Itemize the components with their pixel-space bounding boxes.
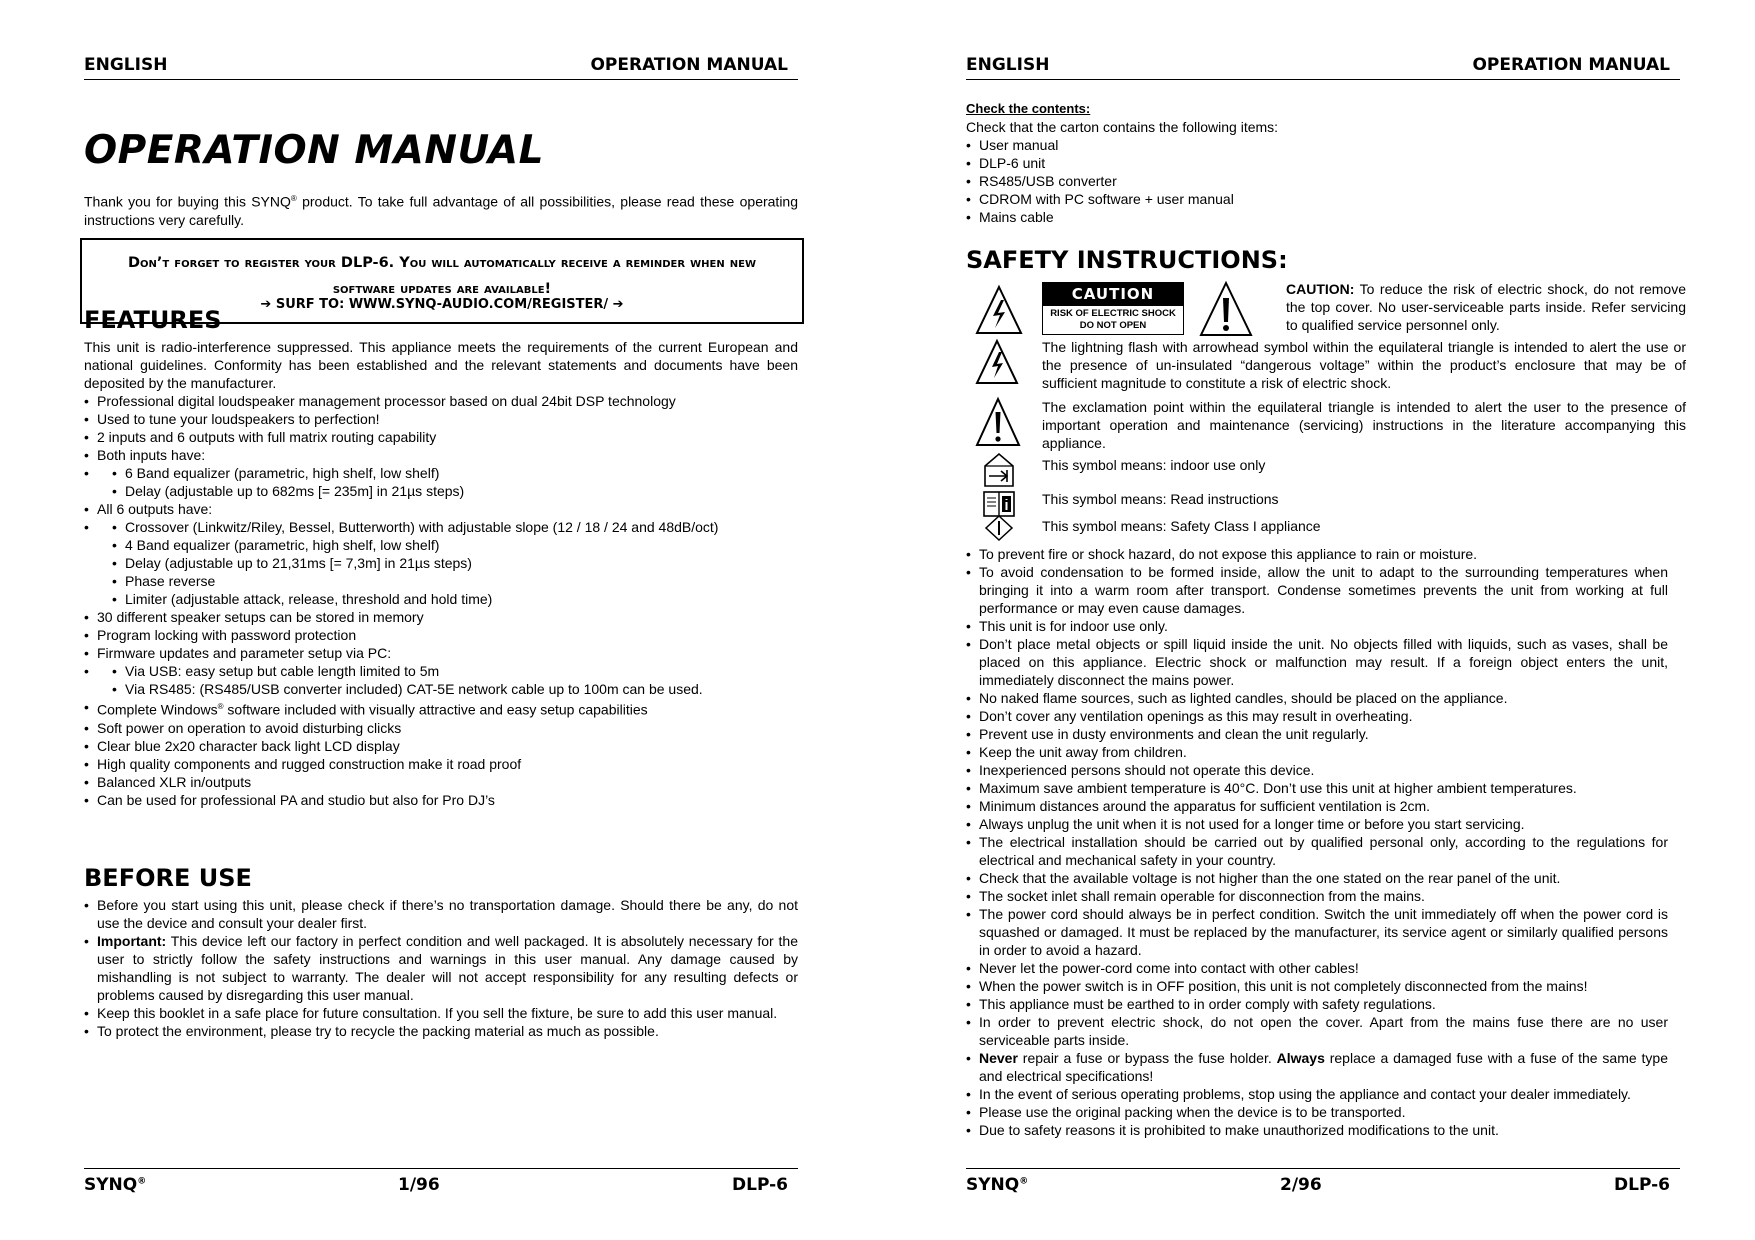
list-item: • DLP-6 unit bbox=[966, 154, 1680, 172]
list-item: • Due to safety reasons it is prohibited to make unauthorized modifications to the unit. bbox=[966, 1121, 1668, 1139]
important-label: Important: bbox=[97, 933, 167, 949]
list-item: • Don’t cover any ventilation openings as this may result in overheating. bbox=[966, 707, 1668, 725]
list-item: • Inexperienced persons should not operate this device. bbox=[966, 761, 1668, 779]
list-item: • Via RS485: (RS485/USB converter included) CAT-5E network cable up to 100m can be used. bbox=[112, 680, 798, 698]
list-item: • Clear blue 2x20 character back light LCD display bbox=[84, 737, 798, 755]
never-label: Never bbox=[979, 1050, 1018, 1066]
list-item: • Used to tune your loudspeakers to perfection! bbox=[84, 410, 798, 428]
list-item: • To protect the environment, please try to recycle the packing material as much as possible. bbox=[84, 1022, 798, 1040]
page-number: 2/96 bbox=[1280, 1175, 1322, 1195]
list-item: • Delay (adjustable up to 682ms [= 235m] in 21µs steps) bbox=[112, 482, 798, 500]
list-item: • In order to prevent electric shock, do not open the cover. Apart from the mains fuse there are no user serviceable parts inside. bbox=[966, 1013, 1668, 1049]
list-item: • The socket inlet shall remain operable for disconnection from the mains. bbox=[966, 887, 1668, 905]
header-language: ENGLISH bbox=[84, 55, 168, 75]
caution-badge-line: RISK OF ELECTRIC SHOCK bbox=[1050, 308, 1176, 319]
important-text: This device left our factory in perfect condition and well packaged. It is absolutely necessary for the user to strictly follow the safety instructions and warnings in this user manual. Any damage caused by mishandling is not subject to warranty. The dealer will not accept responsibility for any resulting defects or problems caused by disregarding this user manual. bbox=[97, 933, 798, 1003]
registered-mark: ® bbox=[137, 1176, 147, 1187]
list-item: • Soft power on operation to avoid disturbing clicks bbox=[84, 719, 798, 737]
features-heading: FEATURES bbox=[84, 306, 222, 334]
list-item: • Professional digital loudspeaker management processor based on dual 24bit DSP technology bbox=[84, 392, 798, 410]
list-item: • Phase reverse bbox=[112, 572, 798, 590]
list-item: • This unit is for indoor use only. bbox=[966, 617, 1668, 635]
list-item: • The electrical installation should be carried out by qualified personal only, according to the regulations for electrical and mechanical safety in your country. bbox=[966, 833, 1668, 869]
list-item bbox=[84, 698, 798, 719]
list-item: • Delay (adjustable up to 21,31ms [= 7,3m] in 21µs steps) bbox=[112, 554, 798, 572]
list-item-group bbox=[84, 464, 798, 500]
list-item: • Keep this booklet in a safe place for future consultation. If you sell the fixture, be sure to add this user manual. bbox=[84, 1004, 798, 1022]
list-item: • Can be used for professional PA and studio but also for Pro DJ’s bbox=[84, 791, 798, 809]
list-item: • No naked flame sources, such as lighted candles, should be placed on the appliance. bbox=[966, 689, 1668, 707]
list-item: • Program locking with password protection bbox=[84, 626, 798, 644]
list-item: • 4 Band equalizer (parametric, high shelf, low shelf) bbox=[112, 536, 798, 554]
read-instructions-description: This symbol means: Read instructions bbox=[1042, 491, 1279, 507]
list-item: • CDROM with PC software + user manual bbox=[966, 190, 1680, 208]
check-contents-section bbox=[966, 100, 1680, 226]
features-section bbox=[84, 338, 798, 809]
caution-badge-line: DO NOT OPEN bbox=[1079, 320, 1147, 331]
before-use-list bbox=[84, 896, 798, 1040]
intro-text-end: product. To take full advantage of all possibilities, please read these operating instructions very carefully. bbox=[84, 193, 798, 228]
fuse-text-end: replace a damaged fuse with a fuse of the same type and electrical specifications! bbox=[979, 1050, 1669, 1084]
brand-name: SYNQ bbox=[84, 1175, 138, 1195]
safety-list bbox=[966, 545, 1668, 1139]
windows-text-start: Complete Windows bbox=[97, 701, 218, 718]
list-item: • Limiter (adjustable attack, release, threshold and hold time) bbox=[112, 590, 798, 608]
list-item: • To avoid condensation to be formed inside, allow the unit to adapt to the surrounding temperatures when bringing it into a warm room after transport. Condense sometimes prevents the unit from working at full performance or may even cause damages. bbox=[966, 563, 1668, 617]
list-item: • Firmware updates and parameter setup via PC: bbox=[84, 644, 798, 662]
footer-brand bbox=[966, 1175, 1028, 1195]
registered-mark: ® bbox=[1019, 1176, 1029, 1187]
safety-class-icon bbox=[984, 514, 1014, 542]
list-item: • Never let the power-cord come into contact with other cables! bbox=[966, 959, 1668, 977]
header-title: OPERATION MANUAL bbox=[590, 55, 788, 75]
footer-brand bbox=[84, 1175, 146, 1195]
list-item: • Prevent use in dusty environments and clean the unit regularly. bbox=[966, 725, 1668, 743]
list-item: • • 6 Band equalizer (parametric, high shelf, low shelf) bbox=[112, 464, 798, 482]
caution-badge-subtitle bbox=[1042, 306, 1184, 335]
caution-paragraph bbox=[1286, 280, 1686, 334]
intro-text-start: Thank you for buying this SYNQ bbox=[84, 193, 291, 210]
list-item: • When the power switch is in OFF position, this unit is not completely disconnected from the mains! bbox=[966, 977, 1668, 995]
footer-model: DLP-6 bbox=[732, 1175, 788, 1195]
list-item-group bbox=[84, 662, 798, 698]
list-item: • Mains cable bbox=[966, 208, 1680, 226]
list-item: • In the event of serious operating problems, stop using the appliance and contact your dealer immediately. bbox=[966, 1085, 1668, 1103]
registered-mark: ® bbox=[217, 702, 224, 711]
page-title: OPERATION MANUAL bbox=[84, 128, 544, 173]
register-message: Don’t forget to register your DLP-6. You will automatically receive a reminder when new software updates are available! bbox=[128, 255, 756, 297]
list-item: • Maximum save ambient temperature is 40°C. Don’t use this unit at higher ambient temperatures. bbox=[966, 779, 1668, 797]
header-language: ENGLISH bbox=[966, 55, 1050, 75]
outputs-sublist bbox=[112, 518, 798, 608]
list-item: • To prevent fire or shock hazard, do not expose this appliance to rain or moisture. bbox=[966, 545, 1668, 563]
page-header bbox=[84, 55, 798, 80]
caution-text: To reduce the risk of electric shock, do not remove the top cover. No user-serviceable parts inside. Refer servicing to qualified service personnel only. bbox=[1286, 281, 1686, 333]
list-item: • User manual bbox=[966, 136, 1680, 154]
caution-badge bbox=[1042, 282, 1184, 335]
list-item: • Before you start using this unit, please check if there’s no transportation damage. Should there be any, do not use the device and consult your dealer first. bbox=[84, 896, 798, 932]
list-item: • All 6 outputs have: bbox=[84, 500, 798, 518]
list-item: • Always unplug the unit when it is not used for a longer time or before you start servicing. bbox=[966, 815, 1668, 833]
list-item: • Check that the available voltage is not higher than the one stated on the rear panel of the unit. bbox=[966, 869, 1668, 887]
indoor-use-description: This symbol means: indoor use only bbox=[1042, 457, 1266, 473]
features-intro: This unit is radio-interference suppressed. This appliance meets the requirements of the current European and national guidelines. Conformity has been established and the relevant statements and documents have been deposited by the manufacturer. bbox=[84, 339, 798, 391]
list-item: • This appliance must be earthed to in order comply with safety regulations. bbox=[966, 995, 1668, 1013]
list-item-group bbox=[84, 518, 798, 608]
caution-label: CAUTION: bbox=[1286, 281, 1355, 297]
list-item: • 2 inputs and 6 outputs with full matrix routing capability bbox=[84, 428, 798, 446]
register-link[interactable]: ➔ SURF TO: WWW.SYNQ-AUDIO.COM/REGISTER/ ➔ bbox=[260, 297, 624, 312]
before-use-heading: BEFORE USE bbox=[84, 864, 252, 892]
fuse-text: repair a fuse or bypass the fuse holder. bbox=[1017, 1050, 1277, 1066]
safety-class-description: This symbol means: Safety Class I appliance bbox=[1042, 518, 1321, 534]
list-item: • Both inputs have: bbox=[84, 446, 798, 464]
list-item: • Balanced XLR in/outputs bbox=[84, 773, 798, 791]
check-contents-title: Check the contents: bbox=[966, 101, 1091, 116]
page-header bbox=[966, 55, 1680, 80]
list-item: • 30 different speaker setups can be stored in memory bbox=[84, 608, 798, 626]
indoor-use-icon bbox=[982, 452, 1016, 488]
inputs-sublist bbox=[112, 464, 798, 500]
safety-heading: SAFETY INSTRUCTIONS: bbox=[966, 246, 1288, 274]
list-item bbox=[84, 932, 798, 1004]
left-page bbox=[84, 0, 798, 1240]
page-footer bbox=[84, 1168, 798, 1195]
caution-badge-title: CAUTION bbox=[1042, 282, 1184, 306]
list-item: • • Via USB: easy setup but cable length limited to 5m bbox=[112, 662, 798, 680]
lightning-warning-icon bbox=[974, 338, 1020, 386]
check-contents-intro: Check that the carton contains the following items: bbox=[966, 119, 1279, 135]
header-title: OPERATION MANUAL bbox=[1472, 55, 1670, 75]
registered-mark: ® bbox=[290, 194, 297, 203]
exclamation-warning-icon bbox=[974, 396, 1022, 448]
pc-sublist bbox=[112, 662, 798, 698]
list-item: • RS485/USB converter bbox=[966, 172, 1680, 190]
footer-model: DLP-6 bbox=[1614, 1175, 1670, 1195]
always-label: Always bbox=[1276, 1050, 1325, 1066]
list-item: • High quality components and rugged construction make it road proof bbox=[84, 755, 798, 773]
exclamation-description: The exclamation point within the equilateral triangle is intended to alert the user to the presence of important operation and maintenance (servicing) instructions in the literature accompanying this appliance. bbox=[1042, 399, 1686, 451]
list-item: • The power cord should always be in perfect condition. Switch the unit immediately off when the power cord is squashed or damaged. It must be replaced by the manufacturer, its service agent or similarly qualified persons in order to avoid a hazard. bbox=[966, 905, 1668, 959]
list-item: • • Crossover (Linkwitz/Riley, Bessel, Butterworth) with adjustable slope (12 / 18 / 24 and 48dB/oct) bbox=[112, 518, 798, 536]
lightning-warning-icon bbox=[974, 284, 1024, 336]
page-number: 1/96 bbox=[398, 1175, 440, 1195]
intro-paragraph bbox=[84, 190, 798, 229]
page-footer bbox=[966, 1168, 1680, 1195]
contents-list bbox=[966, 136, 1680, 226]
before-use-section bbox=[84, 896, 798, 1040]
features-list bbox=[84, 392, 798, 809]
list-item bbox=[966, 1049, 1668, 1085]
lightning-description: The lightning flash with arrowhead symbol within the equilateral triangle is intended to alert the use or the presence of un-insulated “dangerous voltage” within the product’s enclosure that may be of sufficient magnitude to constitute a risk of electric shock. bbox=[1042, 339, 1686, 391]
list-item: • Keep the unit away from children. bbox=[966, 743, 1668, 761]
list-item: • Please use the original packing when the device is to be transported. bbox=[966, 1103, 1668, 1121]
right-page bbox=[966, 0, 1686, 1240]
exclamation-warning-icon bbox=[1198, 280, 1254, 338]
list-item: • Minimum distances around the apparatus for sufficient ventilation is 2cm. bbox=[966, 797, 1668, 815]
windows-text-end: software included with visually attractive and easy setup capabilities bbox=[223, 701, 648, 718]
list-item: • Don’t place metal objects or spill liquid inside the unit. No objects filled with liquids, such as vases, shall be placed on this appliance. Electric shock or malfunction may result. If a foreign object enters the unit, immediately disconnect the mains power. bbox=[966, 635, 1668, 689]
brand-name: SYNQ bbox=[966, 1175, 1020, 1195]
safety-list-section bbox=[966, 545, 1668, 1139]
